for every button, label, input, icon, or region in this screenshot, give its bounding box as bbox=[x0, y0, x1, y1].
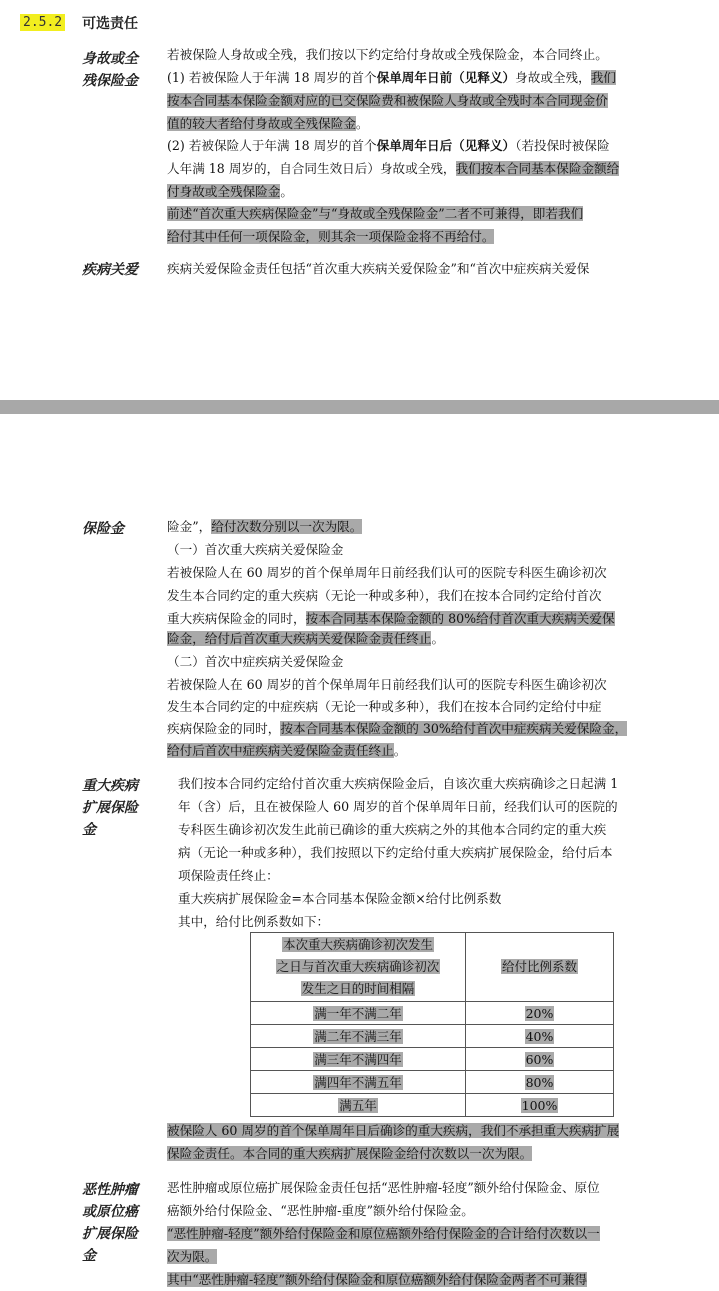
section-title: 可选责任 bbox=[82, 16, 138, 32]
care-major-line-4: 险金，给付后首次重大疾病关爱保险金责任终止。 bbox=[167, 631, 445, 646]
expansion-table-intro: 其中，给付比例系数如下： bbox=[178, 914, 330, 929]
care-major-line-3: 重大疾病保险金的同时，按本合同基本保险金额的 80%给付首次重大疾病关爱保 bbox=[167, 611, 615, 626]
care-benefit-label: 疾病关爱 bbox=[82, 262, 138, 278]
tumor-benefit-label: 恶性肿瘤 或原位癌 扩展保险 金 bbox=[82, 1182, 138, 1264]
tumor-line-3: “恶性肿瘤-轻度”额外给付保险金和原位癌额外给付保险金的合计给付次数以一 bbox=[167, 1226, 600, 1241]
table-row: 满四年不满五年 80% bbox=[251, 1071, 614, 1094]
table-header-ratio: 给付比例系数 bbox=[466, 933, 614, 1002]
care-benefit-label-continued: 保险金 bbox=[82, 521, 124, 537]
expansion-benefit-label: 重大疾病 扩展保险 金 bbox=[82, 778, 138, 838]
expansion-line-2: 年（含）后，且在被保险人 60 周岁的首个保单周年日前，经我们认可的医院的 bbox=[178, 799, 618, 814]
expansion-line-5: 项保险责任终止： bbox=[178, 868, 279, 883]
death-line-2: (1) 若被保险人于年满 18 周岁的首个保单周年日前（见释义）身故或全残，我们 bbox=[167, 70, 616, 85]
care-moderate-line-2: 发生本合同约定的中症疾病（无论一种或多种），我们在按本合同约定给付中症 bbox=[167, 699, 602, 714]
expansion-formula: 重大疾病扩展保险金=本合同基本保险金额×给付比例系数 bbox=[178, 891, 502, 906]
death-line-4: 值的较大者给付身故或全残保险金。 bbox=[167, 116, 369, 131]
care-major-line-2: 发生本合同约定的重大疾病（无论一种或多种），我们在按本合同约定给付首次 bbox=[167, 588, 602, 603]
document-page-1 bbox=[0, 0, 719, 400]
care-moderate-line-1: 若被保险人在 60 周岁的首个保单周年日前经我们认可的医院专科医生确诊初次 bbox=[167, 677, 607, 692]
death-benefit-label: 身故或全 残保险金 bbox=[82, 51, 138, 89]
death-line-9: 给付其中任何一项保险金，则其余一项保险金将不再给付。 bbox=[167, 229, 495, 244]
death-line-6: 人年满 18 周岁的，自合同生效日后）身故或全残，我们按本合同基本保险金额给 bbox=[167, 161, 620, 176]
tumor-line-2: 癌额外给付保险金、“恶性肿瘤-重度”额外给付保险金。 bbox=[167, 1203, 474, 1218]
expansion-line-4: 病（无论一种或多种），我们按照以下约定给付重大疾病扩展保险金，给付后本 bbox=[178, 845, 613, 860]
care-heading-major: （一）首次重大疾病关爱保险金 bbox=[167, 542, 344, 557]
care-moderate-line-4: 给付后首次中症疾病关爱保险金责任终止。 bbox=[167, 743, 407, 758]
death-line-1: 若被保险人身故或全残，我们按以下约定给付身故或全残保险金，本合同终止。 bbox=[167, 47, 608, 62]
payout-ratio-table bbox=[250, 932, 614, 1117]
section-number: 2.5.2 bbox=[20, 14, 65, 31]
expansion-note-line-1: 被保险人 60 周岁的首个保单周年日后确诊的重大疾病，我们不承担重大疾病扩展 bbox=[167, 1123, 620, 1138]
tumor-line-1: 恶性肿瘤或原位癌扩展保险金责任包括“恶性肿瘤-轻度”额外给付保险金、原位 bbox=[167, 1180, 600, 1195]
tumor-line-5: 其中“恶性肿瘤-轻度”额外给付保险金和原位癌额外给付保险金两者不可兼得 bbox=[167, 1272, 588, 1287]
expansion-line-3: 专科医生确诊初次发生此前已确诊的重大疾病之外的其他本合同约定的重大疾 bbox=[178, 822, 607, 837]
table-row: 满一年不满二年 20% bbox=[251, 1002, 614, 1025]
page-separator bbox=[0, 400, 719, 414]
tumor-line-4: 次为限。 bbox=[167, 1249, 218, 1264]
table-row: 满二年不满三年 40% bbox=[251, 1025, 614, 1048]
care-moderate-line-3: 疾病保险金的同时，按本合同基本保险金额的 30%给付首次中症疾病关爱保险金， bbox=[167, 721, 628, 736]
expansion-line-1: 我们按本合同约定给付首次重大疾病保险金后，自该次重大疾病确诊之日起满 1 bbox=[178, 776, 619, 791]
table-row: 满五年 100% bbox=[251, 1094, 614, 1117]
care-heading-moderate: （二）首次中症疾病关爱保险金 bbox=[167, 654, 344, 669]
table-header-interval: 本次重大疾病确诊初次发生 之日与首次重大疾病确诊初次 发生之日的时间相隔 bbox=[251, 933, 466, 1002]
death-line-5: (2) 若被保险人于年满 18 周岁的首个保单周年日后（见释义）（若投保时被保险 bbox=[167, 138, 610, 153]
table-row: 满三年不满四年 60% bbox=[251, 1048, 614, 1071]
care-line-1: 疾病关爱保险金责任包括“首次重大疾病关爱保险金”和“首次中症疾病关爱保 bbox=[167, 261, 590, 276]
document-page-2 bbox=[0, 414, 719, 1287]
care-line-2: 险金”，给付次数分别以一次为限。 bbox=[167, 519, 363, 534]
expansion-note-line-2: 保险金责任。本合同的重大疾病扩展保险金给付次数以一次为限。 bbox=[167, 1146, 533, 1161]
care-major-line-1: 若被保险人在 60 周岁的首个保单周年日前经我们认可的医院专科医生确诊初次 bbox=[167, 565, 607, 580]
death-line-8: 前述“首次重大疾病保险金”与“身故或全残保险金”二者不可兼得，即若我们 bbox=[167, 206, 584, 221]
death-line-7: 付身故或全残保险金。 bbox=[167, 184, 293, 199]
table-header-row bbox=[251, 933, 614, 1002]
death-line-3: 按本合同基本保险金额对应的已交保险费和被保险人身故或全残时本合同现金价 bbox=[167, 93, 608, 108]
